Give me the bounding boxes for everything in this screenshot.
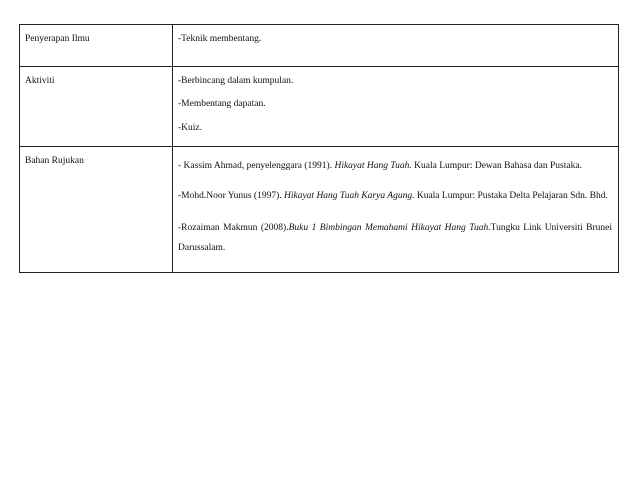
lesson-plan-table (19, 24, 619, 273)
reference-author: -Mohd.Noor Yunus (1997). (178, 191, 284, 202)
reference-title: Buku 1 Bimbingan Memahami Hikayat Hang Tuah. (288, 223, 491, 234)
row-content (173, 147, 619, 273)
activity-item: -Kuiz. (178, 122, 203, 133)
row-content (173, 67, 619, 147)
table-row-bahan-rujukan (20, 147, 619, 273)
reference-entry (178, 156, 612, 176)
reference-publisher: Kuala Lumpur: Dewan Bahasa dan Pustaka. (411, 161, 582, 172)
row-label (20, 25, 173, 67)
activity-item: -Membentang dapatan. (178, 99, 266, 110)
row-label (20, 67, 173, 147)
reference-title: Hikayat Hang Tuah Karya Agung. (284, 191, 415, 202)
reference-author: -Rozaiman Makmun (2008). (178, 223, 289, 234)
row-label-text: Penyerapan Ilmu (25, 34, 90, 44)
content-line: -Teknik membentang. (178, 34, 262, 44)
activity-item: -Berbincang dalam kumpulan. (178, 76, 294, 86)
row-label-text: Bahan Rujukan (25, 156, 84, 167)
reference-publisher: Tungku Link Universiti Brunei Darussalam. (178, 223, 613, 254)
reference-entry (178, 186, 612, 206)
reference-title: Hikayat Hang Tuah. (334, 161, 412, 172)
reference-author: - Kassim Ahmad, penyelenggara (1991). (178, 161, 335, 172)
row-label-text: Aktiviti (25, 76, 55, 86)
table-row-aktiviti (20, 67, 619, 147)
reference-entry (178, 218, 612, 258)
row-label (20, 147, 173, 273)
reference-publisher: Kuala Lumpur: Pustaka Delta Pelajaran Sdn. Bhd. (414, 191, 608, 202)
table-row-penyerapan-ilmu (20, 25, 619, 67)
row-content (173, 25, 619, 67)
